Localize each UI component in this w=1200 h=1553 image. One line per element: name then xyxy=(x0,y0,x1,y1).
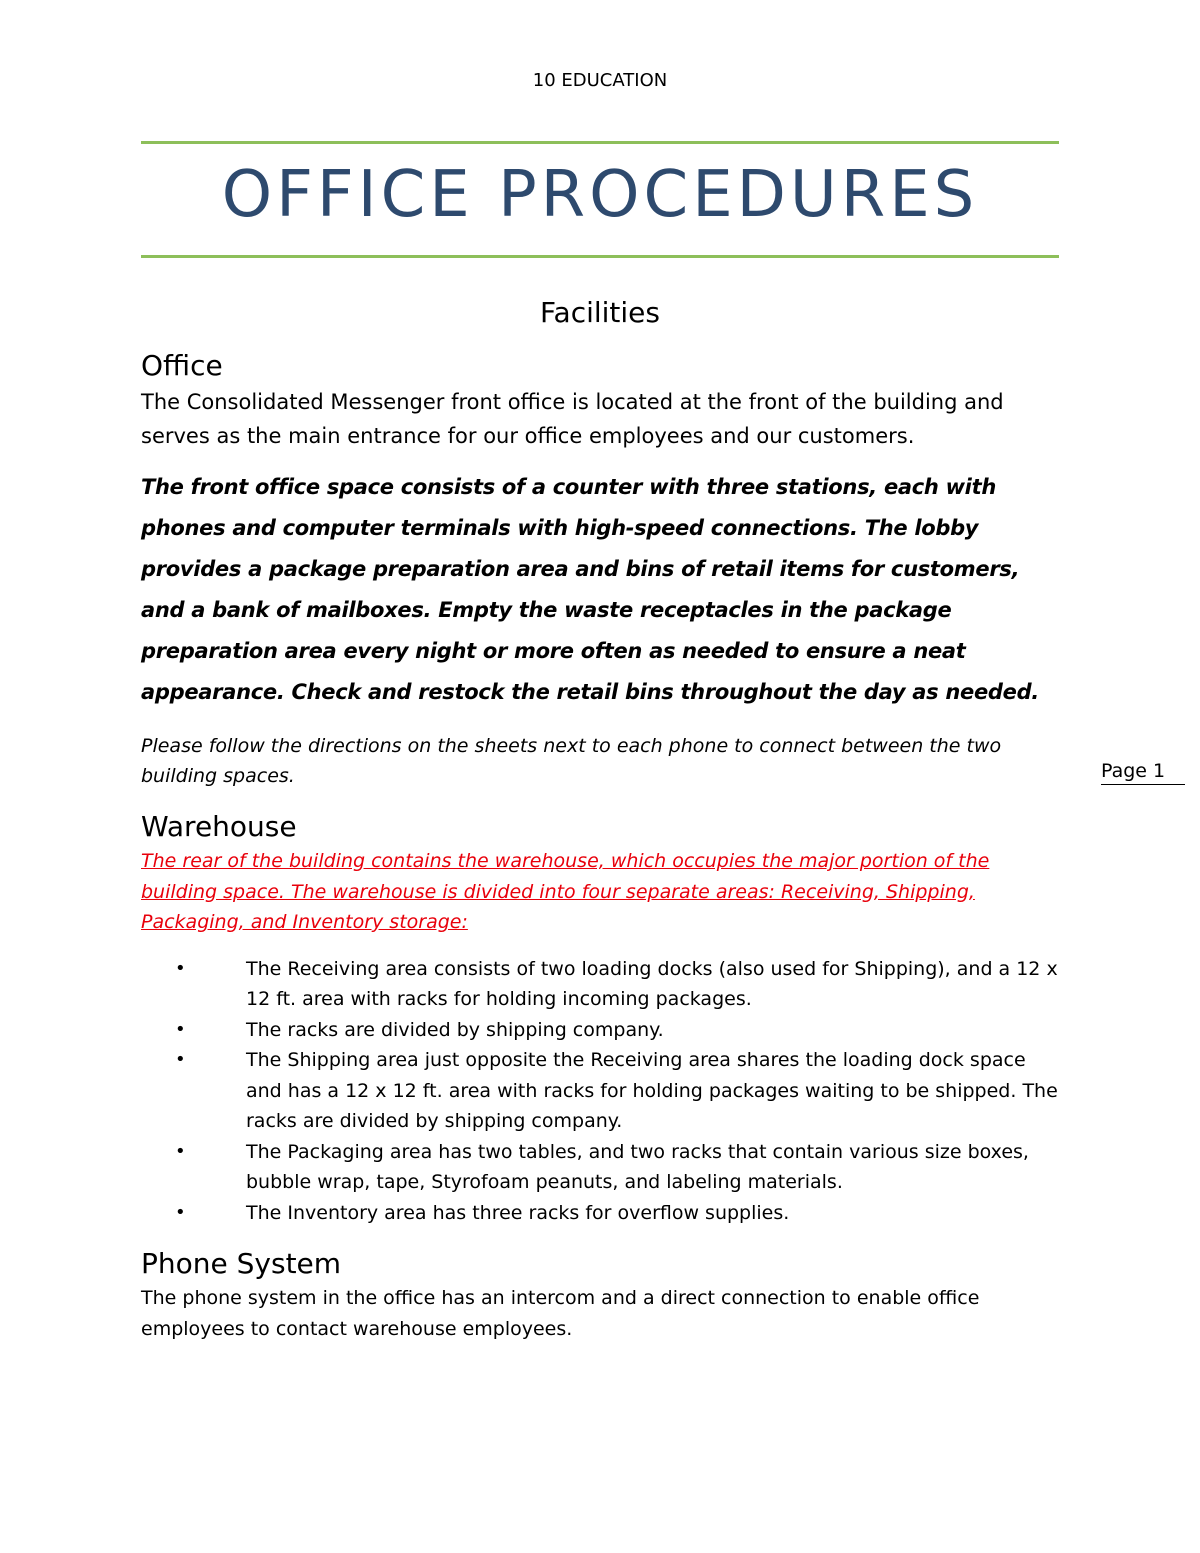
bullet-icon: • xyxy=(175,957,186,979)
phone-system-heading: Phone System xyxy=(141,1247,342,1280)
section-title-facilities: Facilities xyxy=(540,296,660,329)
list-item-text: The Receiving area consists of two loading docks (also used for Shipping), and a 12 x 12 ft. area with racks for holding incoming packages. xyxy=(246,957,1058,1010)
page-number: Page 1 xyxy=(1101,758,1185,785)
list-item xyxy=(141,1137,1066,1198)
document-title: OFFICE PROCEDURES xyxy=(221,158,979,232)
list-item xyxy=(141,1198,1066,1229)
title-rule-top xyxy=(141,141,1059,144)
bullet-icon: • xyxy=(175,1140,186,1162)
warehouse-heading: Warehouse xyxy=(141,810,297,843)
phone-system-paragraph: The phone system in the office has an intercom and a direct connection to enable office employees to contact warehouse employees. xyxy=(141,1287,980,1340)
office-paragraph: The Consolidated Messenger front office is located at the front of the building and serves as the main entrance for our office employees and our customers. xyxy=(141,390,1004,448)
warehouse-intro: The rear of the building contains the warehouse, which occupies the major portion of the building space. The warehouse is divided into four separate areas: Receiving, Shipping, Packaging, and Inventory storage: xyxy=(141,850,990,933)
list-item-text: The Shipping area just opposite the Receiving area shares the loading dock space and has a 12 x 12 ft. area with racks for holding packages waiting to be shipped. The racks are divided by shipping company. xyxy=(246,1049,1058,1132)
list-item-text: The Inventory area has three racks for overflow supplies. xyxy=(246,1201,790,1224)
list-item xyxy=(141,1045,1066,1137)
title-rule-bottom xyxy=(141,255,1059,258)
bullet-icon: • xyxy=(175,1049,186,1070)
page-header: 10 EDUCATION xyxy=(532,70,668,91)
list-item-text: The Packaging area has two tables, and two racks that contain various size boxes, bubble wrap, tape, Styrofoam peanuts, and labeling materials. xyxy=(246,1140,1029,1193)
list-item-text: The racks are divided by shipping company. xyxy=(246,1018,664,1041)
list-item xyxy=(141,1015,1066,1046)
office-bold-paragraph: The front office space consists of a counter with three stations, each with phones and computer terminals with high-speed connections. The lobby provides a package preparation area and bins of retail items for customers, and a bank of mailboxes. Empty the waste receptacles in the package preparation area every night or more often as needed to ensure a neat appearance. Check and restock the retail bins throughout the day as needed. xyxy=(141,475,1039,704)
list-item xyxy=(141,954,1066,1015)
document-body xyxy=(141,347,1066,1344)
office-note: Please follow the directions on the sheets next to each phone to connect between the two building spaces. xyxy=(141,735,1002,787)
office-heading: Office xyxy=(141,349,223,382)
bullet-icon: • xyxy=(175,1201,186,1223)
bullet-icon: • xyxy=(175,1018,186,1040)
warehouse-bullet-list xyxy=(141,954,1066,1229)
